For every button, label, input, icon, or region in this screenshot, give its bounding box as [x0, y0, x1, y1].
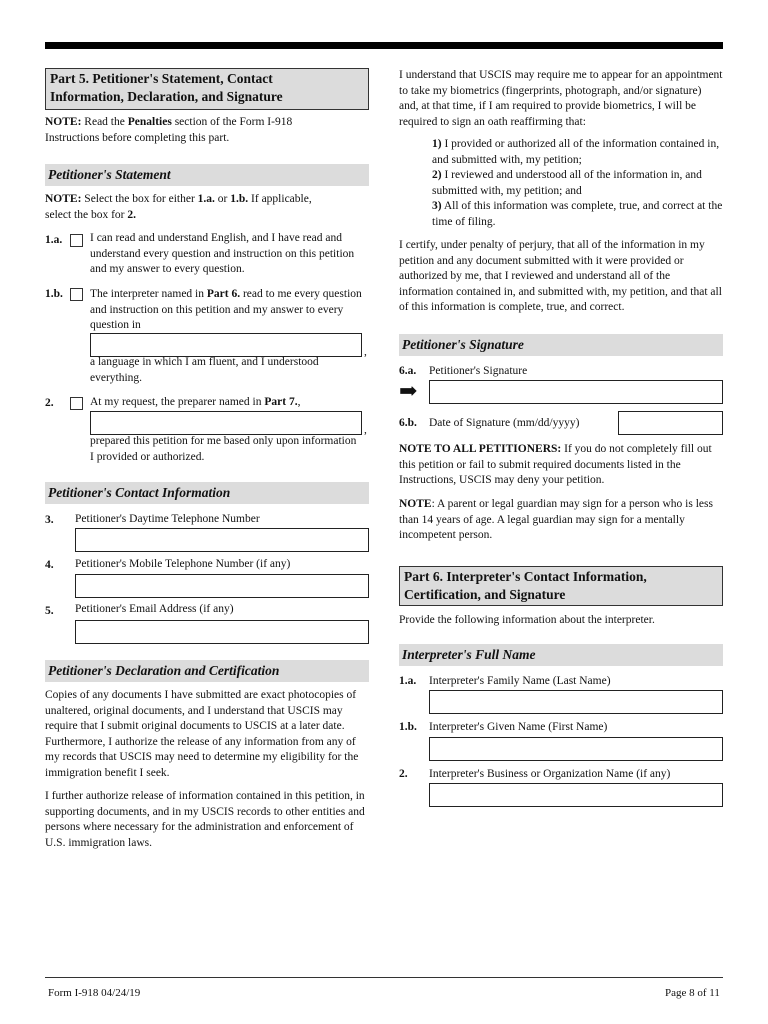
select-note-or: or [214, 193, 231, 205]
biometrics-paragraph: I understand that USCIS may require me to appear for an appointment to take my biometrics (fingerprints, photograph, and/or signature) and, at that time, if I am required to provide biometrics, I will be required to sign an oath reaffirming that: [399, 69, 723, 128]
note-to-petitioners [399, 442, 723, 489]
part6-title-line2: Certification, and Signature [404, 587, 566, 602]
item-2-number: 2. [45, 397, 54, 409]
signature-heading: Petitioner's Signature [399, 334, 723, 356]
interpreter-2-number: 2. [399, 768, 408, 780]
oath-item-2-num: 2) [432, 169, 442, 181]
interpreter-1a-number: 1.a. [399, 675, 417, 687]
daytime-phone-input[interactable] [75, 528, 369, 552]
oath-item-2-text: I reviewed and understood all of the information in, and submitted with, my petition; and [432, 169, 702, 197]
provide-info-text: Provide the following information about the interpreter. [399, 614, 655, 626]
part5-heading [45, 68, 369, 110]
select-note-1b: 1.b. [230, 193, 249, 205]
declaration-paragraph-2: I further authorize release of information contained in this petition, in supporting documents, and in my USCIS records to other entities and persons where necessary for the administration and enforcement of U.S. immigration laws. [45, 790, 365, 849]
signature-field[interactable] [429, 380, 723, 404]
statement-heading: Petitioner's Statement [45, 164, 369, 186]
top-rule [45, 42, 723, 49]
item-1b-post: read to me every question and instruction on this petition and my answer to every question in [90, 288, 362, 331]
mobile-phone-input[interactable] [75, 574, 369, 598]
interpreter-name-heading: Interpreter's Full Name [399, 644, 723, 666]
arrow-right-icon: ➡ [399, 378, 418, 403]
declaration-heading: Petitioner's Declaration and Certification [45, 660, 369, 682]
oath-item-1-num: 1) [432, 138, 442, 150]
preparer-input[interactable] [90, 411, 362, 435]
interpreter-given-name-input[interactable] [429, 737, 723, 761]
item-1b-after: a language in which I am fluent, and I understood everything. [90, 356, 319, 384]
interpreter-business-label: Interpreter's Business or Organization Name (if any) [429, 768, 671, 780]
oath-item-3-text: All of this information was complete, true, and correct at the time of filing. [432, 200, 723, 228]
oath-item-1 [432, 137, 723, 168]
item-1a-text: I can read and understand English, and I have read and understand every question and instruction on this petition and my answer to every question. [90, 232, 355, 275]
item-2-post: , [297, 396, 301, 408]
note-to-petitioners-label: NOTE TO ALL PETITIONERS: [399, 443, 562, 455]
note-label: NOTE: [45, 116, 82, 128]
item-3-number: 3. [45, 514, 54, 526]
item-1b-pre: The interpreter named in [90, 288, 207, 300]
select-note-c: select the box for [45, 208, 128, 221]
daytime-phone-label: Petitioner's Daytime Telephone Number [75, 513, 260, 525]
part5-title-line2: Information, Declaration, and Signature [50, 89, 283, 104]
page-number: Page 8 of 11 [665, 987, 720, 999]
part6-heading [399, 566, 723, 606]
interpreter-family-name-label: Interpreter's Family Name (Last Name) [429, 675, 611, 687]
form-identifier: Form I-918 04/24/19 [48, 987, 141, 999]
interpreter-given-name-label: Interpreter's Given Name (First Name) [429, 721, 608, 733]
select-note-a: Select the box for either [81, 193, 198, 205]
item-1a-number: 1.a. [45, 234, 63, 246]
checkbox-1b[interactable] [70, 288, 83, 301]
checkbox-2[interactable] [70, 397, 83, 410]
note-guardian-label: NOTE [399, 498, 432, 510]
note-text-a: Read the [81, 116, 128, 128]
item-1b-text [90, 287, 372, 334]
note-text-c: Instructions before completing this part. [45, 131, 230, 144]
oath-item-2 [432, 168, 723, 199]
note-to-petitioners-text: If you do not completely fill out this petition or fail to submit required documents listed in the Instructions, USCIS may deny your petition. [399, 443, 712, 486]
signature-label: Petitioner's Signature [429, 365, 528, 377]
item-2-after: prepared this petition for me based only upon information I provided or authorized. [90, 435, 357, 463]
interpreter-family-name-input[interactable] [429, 690, 723, 714]
item-6a-number: 6.a. [399, 365, 417, 377]
item-5-number: 5. [45, 605, 54, 617]
language-comma: , [364, 346, 367, 358]
signature-date-label: Date of Signature (mm/dd/yyyy) [429, 417, 580, 429]
note-penalties: Penalties [127, 116, 172, 128]
item-2-pre: At my request, the preparer named in [90, 396, 265, 408]
select-note-b: If applicable, [248, 193, 312, 205]
contact-heading: Petitioner's Contact Information [45, 482, 369, 504]
item-1b-number: 1.b. [45, 288, 63, 300]
item-4-number: 4. [45, 559, 54, 571]
oath-item-3 [432, 199, 723, 230]
note-text-b: section of the Form I-918 [171, 116, 293, 128]
oath-item-3-num: 3) [432, 200, 442, 212]
language-input[interactable] [90, 333, 362, 357]
part5-title-line1: Part 5. Petitioner's Statement, Contact [50, 71, 273, 86]
signature-date-input[interactable] [618, 411, 723, 435]
note-guardian-text: : A parent or legal guardian may sign for a person who is less than 14 years of age. A legal guardian may sign for a mentally incompetent person. [399, 498, 713, 541]
item-1b-part6: Part 6. [206, 288, 241, 300]
footer-rule [45, 977, 723, 978]
certify-paragraph: I certify, under penalty of perjury, that all of the information in my petition and any document submitted with it were provided or authorized by me, that I reviewed and understand all of the information contained in, and submitted with, my petition, and that all of this information is complete, true, and correct. [399, 239, 722, 313]
mobile-phone-label: Petitioner's Mobile Telephone Number (if any) [75, 558, 291, 570]
select-note-label: NOTE: [45, 193, 82, 205]
select-note-2: 2. [127, 208, 137, 221]
part6-title-line1: Part 6. Interpreter's Contact Information, [404, 569, 647, 584]
checkbox-1a[interactable] [70, 234, 83, 247]
part5-note [45, 115, 369, 146]
item-2-text [90, 395, 372, 411]
item-2-part7: Part 7. [264, 396, 298, 408]
preparer-comma: , [364, 424, 367, 436]
oath-item-1-text: I provided or authorized all of the information contained in, and submitted with, my petition; [432, 138, 720, 166]
item-6b-number: 6.b. [399, 417, 417, 429]
email-label: Petitioner's Email Address (if any) [75, 603, 234, 615]
email-input[interactable] [75, 620, 369, 644]
select-note [45, 192, 369, 223]
declaration-paragraph-1: Copies of any documents I have submitted are exact photocopies of unaltered, original documents, and I understand that USCIS may require that I submit original documents to USCIS at a later date. Furthermore, I authorize the release of any information from any of my records that USCIS may need to determine my eligibility for the immigration benefit I seek. [45, 689, 359, 779]
select-note-1a: 1.a. [197, 193, 215, 205]
interpreter-business-input[interactable] [429, 783, 723, 807]
interpreter-1b-number: 1.b. [399, 721, 417, 733]
note-guardian [399, 497, 723, 544]
